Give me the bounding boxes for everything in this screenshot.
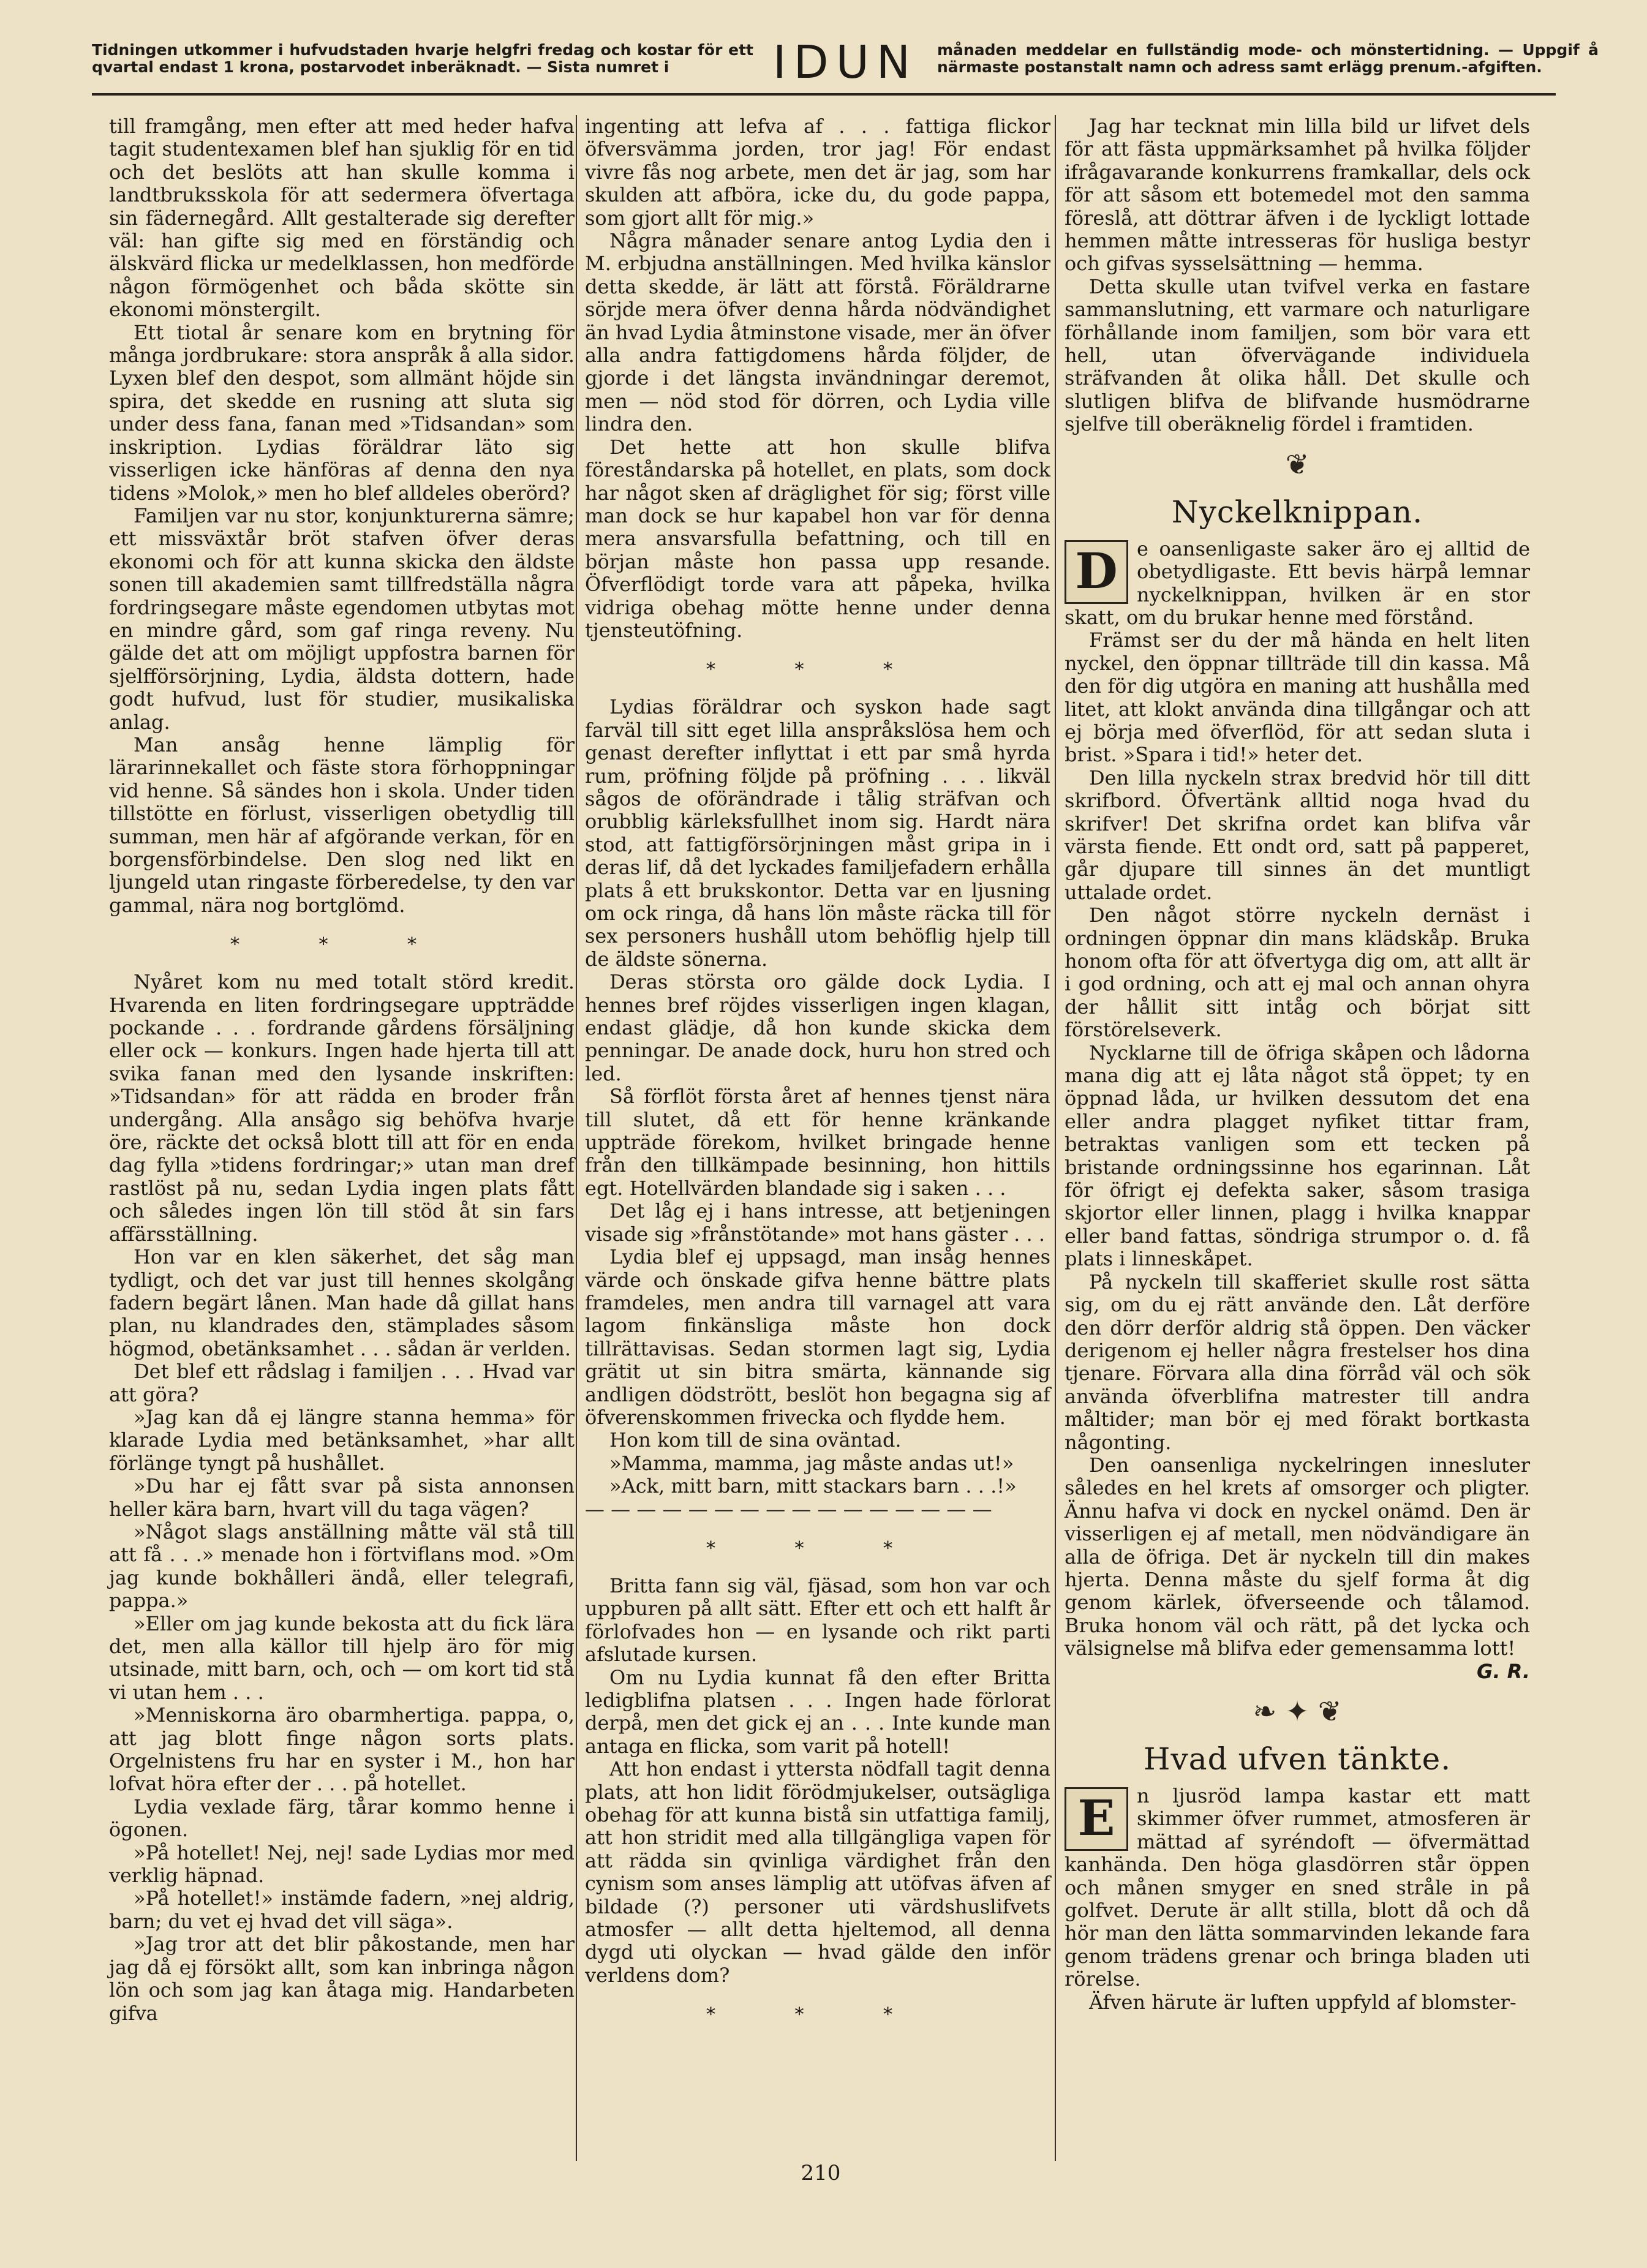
paragraph: »På hotellet!» instämde fadern, »nej aldrig, barn; du vet ej hvad det vill säga».: [109, 1886, 575, 1933]
paragraph-with-dropcap: [1065, 1785, 1530, 1991]
paragraph: Familjen var nu stor, konjunkturerna sämre; ett missväxtår bröt stafven öfver deras ekonomi och för att kunna skicka den äldste sonen till akademien samt tillfredställa några fordringsegare måste egendomen utbytas mot en mindre gård, som gaf ringa reveny. Nu gälde det att om möjligt uppfostra barnen för sjelfförsörjning, Lydia, äldsta dottern, hade godt hufvud, lust för studier, musikaliska anlag.: [109, 503, 575, 734]
paragraph: Nyåret kom nu med totalt störd kredit. Hvarenda en liten fordringsegare uppträdde pockande . . . fordrande gårdens försäljning eller ock — konkurs. Ingen hade hjerta till att svika fanan med den lysande inskriften: »Tidsandan» för att rädda en broder från undergång. Alla ansågo sig behöfva hvarje öre, räckte det också blott till att för en enda dag fylla »tidens fordringar;» utan man dref rastlöst på nu, sedan Lydia ingen plats fått och således ingen lön till stöd åt sin fars affärsställning.: [109, 970, 575, 1246]
ornament-icon: ❧ ✦ ❦: [1253, 1695, 1342, 1728]
paragraph: »På hotellet! Nej, nej! sade Lydias mor med verklig häpnad.: [109, 1840, 575, 1888]
column-divider: [1055, 115, 1056, 2161]
column-3: [1065, 115, 1530, 2014]
paragraph: Det blef ett rådslag i familjen . . . Hvad var att göra?: [109, 1360, 575, 1406]
masthead-fashion-note: månaden meddelar en fullständig mode- och mönstertidning. — Uppgif å närmaste postanstalt namn och adress samt erlägg prenum.-afgiften.: [937, 41, 1599, 76]
paragraph: »Mamma, mamma, jag måste andas ut!»: [609, 1451, 1014, 1475]
section-break-stars: * * *: [230, 934, 454, 956]
paragraph: »Något slags anställning måtte väl stå till att få . . .» menade hon i förtviflans mod. »Om jag kunde bokhålleri ändå, eller telegrafi, pappa.»: [109, 1520, 575, 1613]
column-divider: [576, 115, 577, 2161]
column-1: [109, 115, 575, 2025]
page-number: 210: [801, 2161, 841, 2185]
paragraph: Detta skulle utan tvifvel verka en fastare sammanslutning, ett varmare och naturligare förhållande inom familjen, som bör vara ett hell, utan öfvervägande individuela sträfvanden åt olika håll. Det skulle och slutligen blifva de blifvande husmödrarne sjelfve till oberäknelig fördel i framtiden.: [1065, 274, 1530, 436]
masthead-rule: [92, 93, 1556, 96]
paragraph: »Eller om jag kunde bekosta att du fick lära det, men alla källor till hjelp äro för mig utsinade, mitt barn, och, och — om kort tid stå vi utan hem . . .: [109, 1611, 575, 1704]
paragraph: »Du har ej fått svar på sista annonsen heller kära barn, hvart vill du taga vägen?: [109, 1474, 575, 1521]
dropcap: D: [1065, 540, 1128, 604]
paragraph: Lydia blef ej uppsagd, man insåg hennes värde och önskade gifva henne bättre plats framdeles, men andra till varnagel att vara lagom finkänsliga måste hon dock tillrättavisas. Sedan stormen lagt sig, Lydia grätit ut sin bitra smärta, kännande sig andligen dödstrött, beslöt hon begagna sig af öfverenskommen frivecka och flydde hem.: [585, 1245, 1050, 1429]
masthead: [92, 36, 1599, 107]
section-break-stars: * * *: [706, 659, 930, 681]
paragraph: till framgång, men efter att med heder hafva tagit studentexamen blef han sjuklig för en tid och det beslöts att han skulle komma i landtbruksskola för att sedermera öfvertaga sin fädernegård. Allt gestalterade sig derefter väl: han gifte sig med en förständig och älskvärd flicka ur medelklassen, hon medförde någon förmögenhet och båda skötte sin ekonomi mönstergilt.: [109, 115, 575, 322]
section-break-stars: * * *: [706, 1537, 930, 1559]
paragraph: Främst ser du der må hända en helt liten nyckel, den öppnar tillträde till din kassa. Må den för dig utgöra en maning att hushålla med litet, att klokt använda dina tillgångar och att ej börja med öfverflöd, för att sedan sluta i brist. »Spara i tid!» heter det.: [1065, 628, 1530, 767]
paragraph: Så förflöt första året af hennes tjenst nära till slutet, då ett för henne kränkande uppträde förekom, hvilket bringade henne från den tillkämpade besinning, hon hittils egt. Hotellvärden blandade sig i saken . . .: [585, 1085, 1050, 1200]
paragraph: Den oansenliga nyckelringen innesluter således en hel krets af omsorger och pligter. Ännu hafva vi dock en nyckel onämd. Den är visserligen ej af metall, men nödvändigare än alla de öfriga. Det är nyckeln till din makes hjerta. Denna måste du sjelf forma åt dig genom kärlek, öfverseende och tålamod. Bruka honom väl och rätt, på det lycka och välsignelse må blifva eder gemensamma lott!: [1065, 1453, 1530, 1660]
paragraph: Man ansåg henne lämplig för lärarinnekallet och fäste stora förhoppningar vid henne. Så sändes hon i skola. Under tiden tillstötte en förlust, visserligen obetydlig till summan, men här af afgörande verkan, för en borgensförbindelse. Den slog ned likt en ljungeld utan ringaste förberedelse, ty den var gammal, nära nog bortglömd.: [109, 733, 575, 917]
dash-rule: — — — — — — — — — — — — — — — —: [585, 1497, 992, 1521]
paragraph: Ett tiotal år senare kom en brytning för många jordbrukare: stora anspråk å alla sidor. Lyxen blef den despot, som allmänt höjde sin spira, det skedde en rusning att sluta sig under dess fana, fanan med »Tidsandan» som inskription. Lydias föräldrar läto sig visserligen icke hänföras af denna den nya tidens »Molok,» men ho blef alldeles oberörd?: [109, 320, 575, 505]
paragraph: Jag har tecknat min lilla bild ur lifvet dels för att fästa uppmärksamhet på hvilka följder ifrågavarande konkurrens framkallar, dels ock för att såsom ett botemedel mot den samma föreslå, att döttrar äfven i de lyckligt lottade hemmen måtte intresseras för husliga bestyr och gifvas sysselsättning — hemma.: [1065, 115, 1530, 276]
paragraph: Den lilla nyckeln strax bredvid hör till ditt skrifbord. Öfvertänk alltid noga hvad du skrifver! Det skrifna ordet kan blifva vår värsta fiende. Ett ondt ord, satt på papperet, går djupare till sinnes än det muntligt uttalade ordet.: [1065, 766, 1530, 904]
paragraph: Lydia vexlade färg, tårar kommo henne i ögonen.: [109, 1795, 575, 1842]
paragraph-with-dropcap: [1065, 538, 1530, 630]
paragraph: »Jag tror att det blir påkostande, men har jag då ej försökt allt, som kan inbringa någon lön och som jag kan åtaga mig. Handarbeten gifva: [109, 1932, 575, 2025]
paragraph: Lydias föräldrar och syskon hade sagt farväl till sitt eget lilla anspråkslösa hem och genast derefter inflyttat i ett par små hyrda rum, pröfning följde på pröfning . . . likväl sågos de oförändrade i tålig sträfvan och orubblig kärleksfullhet inom sig. Hardt nära stod, att fattigförsörjningen måst gripa in i deras lif, då det lyckades familjefadern erhålla plats å ett brukskontor. Detta var en ljusning om ock ringa, då hans lön måste räcka till för sex personers hushåll utom behöflig hjelp till de äldste sönerna.: [585, 695, 1050, 971]
signature: G. R.: [1477, 1659, 1530, 1683]
paragraph: »Menniskorna äro obarmhertiga. pappa, o, att jag blott finge någon sorts plats. Orgelnistens fru har en syster i M., hon har lofvat höra efter der . . . på hotellet.: [109, 1703, 575, 1796]
masthead-title: IDUN: [772, 36, 918, 89]
paragraph: »Ack, mitt barn, mitt stackars barn . . .!»: [609, 1474, 1017, 1498]
paragraph: Om nu Lydia kunnat få den efter Britta ledigblifna platsen . . . Ingen hade förlorat derpå, men det gick ej an . . . Inte kunde man antaga en flicka, som varit på hotell!: [585, 1665, 1050, 1758]
article-heading-nyckelknippan: Nyckelknippan.: [1171, 494, 1423, 530]
ornament-icon: ❦: [1285, 447, 1310, 481]
paragraph: Den något större nyckeln dernäst i ordningen öppnar din mans klädskåp. Bruka honom ofta för att öfvertyga dig om, att allt är i god ordning, och att ej mal och annan ohyra der hållit sitt intåg och börjat sitt förstörelseverk.: [1065, 903, 1530, 1042]
paragraph: Deras största oro gälde dock Lydia. I hennes bref röjdes visserligen ingen klagan, endast glädje, då hon kunde skicka dem penningar. De anade dock, huru hon stred och led.: [585, 970, 1050, 1085]
paragraph-text: e oansenligaste saker äro ej alltid de obetydligaste. Ett bevis härpå lemnar nyckelknippan, hvilken är en stor skatt, om du brukar henne med förstånd.: [1065, 537, 1530, 629]
paragraph: Britta fann sig väl, fjäsad, som hon var och uppburen på allt sätt. Efter ett och ett halft år förlofvades hon — en lysande och rikt parti afslutade kursen.: [585, 1573, 1050, 1667]
article-heading-hvad-ufven-tankte: Hvad ufven tänkte.: [1143, 1741, 1452, 1777]
paragraph: Det låg ej i hans intresse, att betjeningen visade sig »frånstötande» mot hans gäster . . .: [585, 1199, 1050, 1246]
paragraph: »Jag kan då ej längre stanna hemma» för klarade Lydia med betänksamhet, »har allt förlänge tyngt på hushållet.: [109, 1405, 575, 1475]
paragraph: ingenting att lefva af . . . fattiga flickor öfversvämma jorden, tror jag! För endast vivre fås nog arbete, men det är jag, som har skulden att afböra, icke du, du gode pappa, som gjort allt för mig.»: [585, 115, 1050, 230]
paragraph: Några månader senare antog Lydia den i M. erbjudna anställningen. Med hvilka känslor detta skedde, är lätt att förstå. Föräldrarne sörjde mera öfver denna hårda nödvändighet än hvad Lydia åtminstone visade, mer än öfver alla andra fattigdomens hårda följder, de gjorde i det längsta invändningar deremot, men — nöd stod för dörren, och Lydia ville lindra den.: [585, 229, 1051, 436]
paragraph: Det hette att hon skulle blifva föreståndarska på hotellet, en plats, som dock har något sken af dräglighet för sig; först ville man dock se hur kapabel hon var för denna mera ansvarsfulla befattning, och till en början måste hon passa upp resande. Öfverflödigt torde vara att påpeka, hvilka vidriga obehag mötte henne under denna tjensteutöfning.: [585, 435, 1050, 642]
section-break-stars: * * *: [706, 2004, 930, 2026]
paragraph: Hon kom till de sina oväntad.: [609, 1428, 902, 1452]
paragraph: Hon var en klen säkerhet, det såg man tydligt, och det var just till hennes skolgång fadern begärt lånen. Man hade då gillat hans plan, nu klandrades den, stämplades såsom högmod, obetänksamhet . . . sådan är verlden.: [109, 1245, 575, 1360]
paragraph-text: n ljusröd lampa kastar ett matt skimmer öfver rummet, atmosferen är mättad af syréndoft — öfvermättad kanhända. Den höga glasdörren står öppen och månen smyger en sned stråle in på golfvet. Derute är allt stilla, blott då och då hör man den lätta sommarvinden lekande fara genom trädens grenar och bringa bladen uti rörelse.: [1065, 1784, 1530, 1991]
dropcap: E: [1065, 1787, 1128, 1851]
masthead-subscription-note: Tidningen utkommer i hufvudstaden hvarje helgfri fredag och kostar för ett qvartal endast 1 krona, postarvodet inberäknadt. — Sista numret i: [92, 41, 753, 76]
paragraph: Nycklarne till de öfriga skåpen och lådorna mana dig att ej låta något stå öppet; ty en öppnad låda, ur hvilken dessutom det ena eller andra plagget nyfiket tittar fram, betraktas vanligen som ett tecken på bristande ordningssinne hos egarinnan. Låt för öfrigt ej defekta saker, såsom trasiga skjortor eller linnen, plagg i hvilka knappar eller band fattas, söndriga strumpor o. d. få plats i linneskåpet.: [1065, 1041, 1530, 1271]
paragraph: Äfven härute är luften uppfyld af blomster-: [1089, 1990, 1517, 2014]
column-2: [585, 115, 1050, 2041]
paragraph: Att hon endast i yttersta nödfall tagit denna plats, att hon lidit förödmjukelser, outsägliga obehag för att kunna bistå sin utfattiga familj, att hon stridit med alla tillgängliga vapen för att rädda sin qvinliga värdighet från den cynism som anses lämplig att utöfvas äfven af bildade (?) personer uti värdshuslifvets atmosfer — allt detta hjeltemod, all denna dygd uti olyckan — hvad gälde den inför verldens dom?: [585, 1757, 1050, 1987]
paragraph: På nyckeln till skafferiet skulle rost sätta sig, om du ej rätt använde den. Låt derföre den dörr derför aldrig stå öppen. Den väcker derigenom ej heller några frestelser hos dina tjenare. Förvara alla dina förråd väl och sök använda öfverblifna matrester till andra måltider; man bör ej med förakt bortkasta någonting.: [1065, 1270, 1530, 1454]
